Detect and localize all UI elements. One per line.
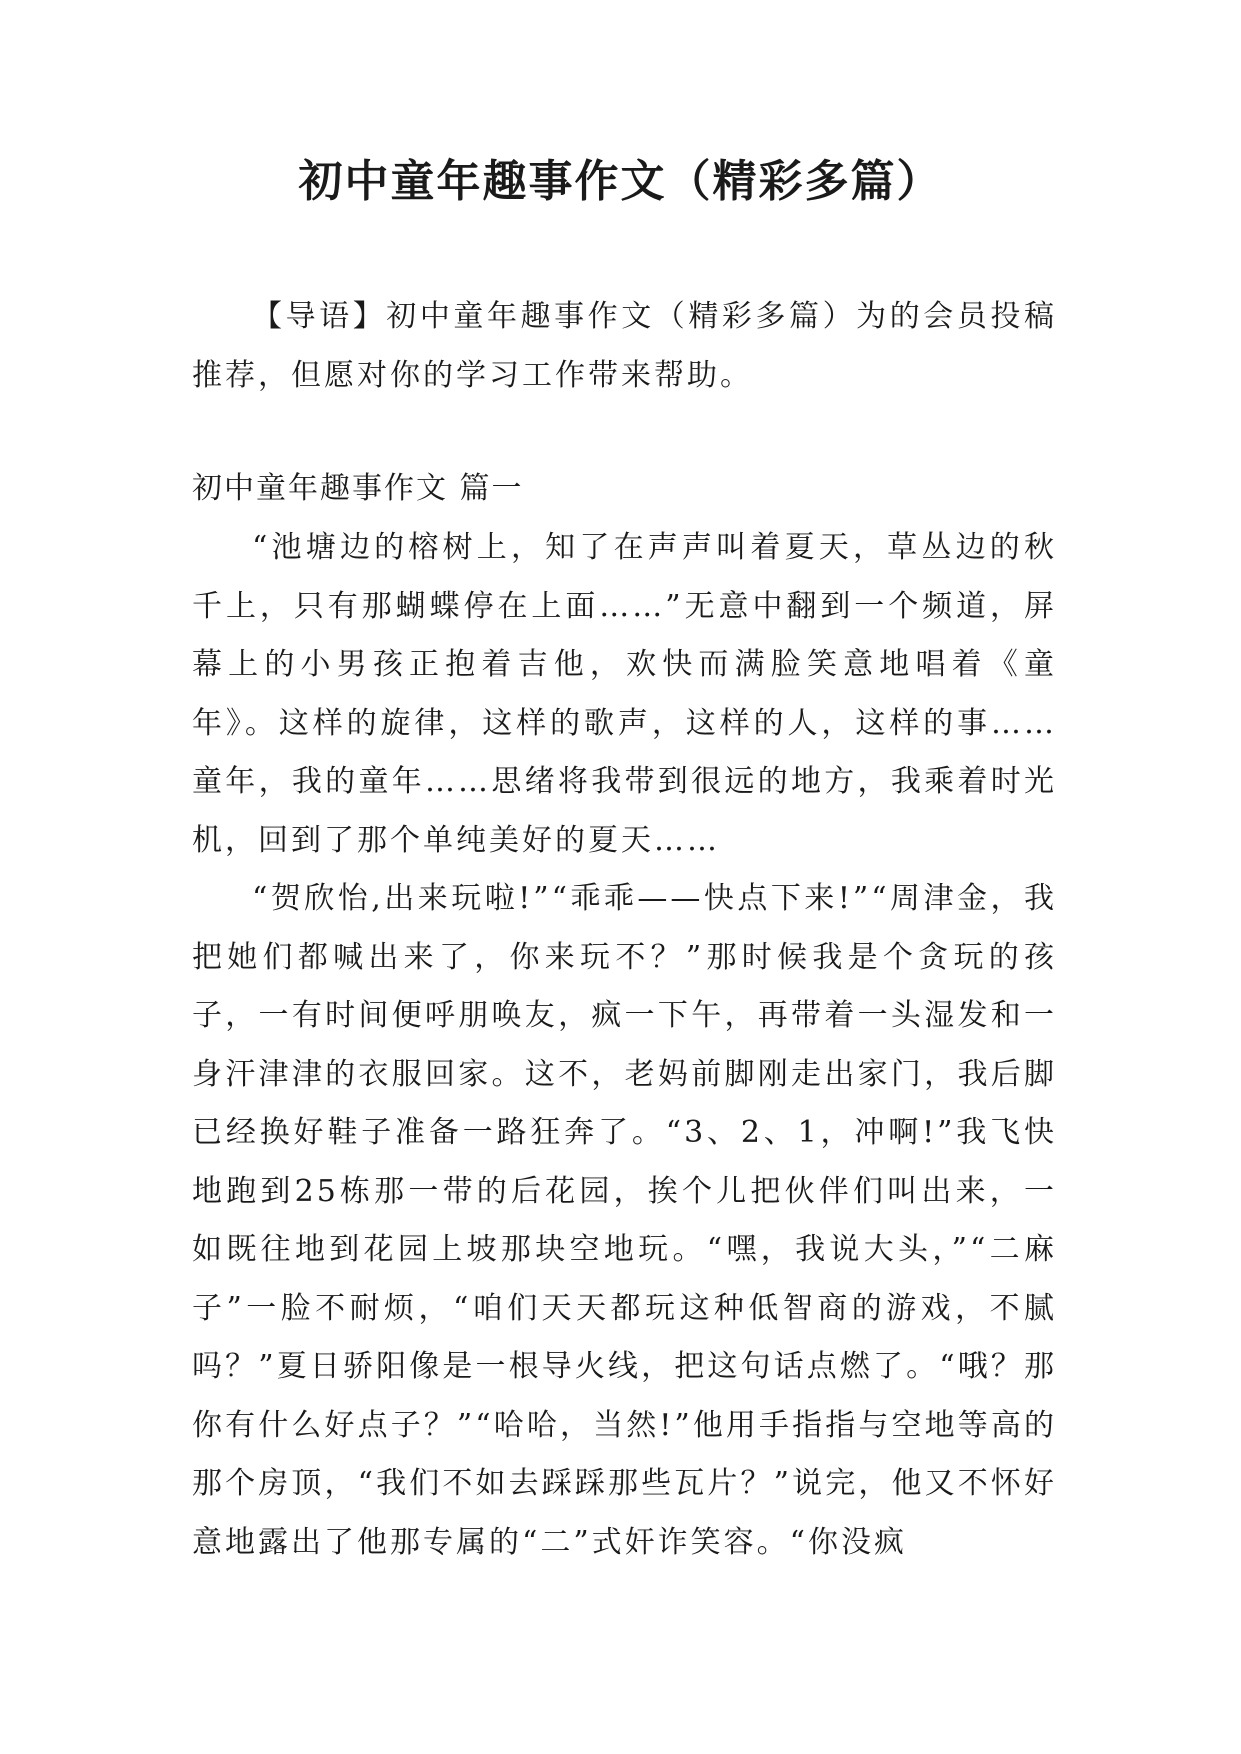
intro-text: 【导语】初中童年趣事作文（精彩多篇）为的会员投稿推荐，但愿对你的学习工作带来帮助。 [192, 299, 1057, 393]
document-title: 初中童年趣事作文（精彩多篇） [298, 156, 943, 207]
section-heading: 初中童年趣事作文 篇一 [192, 471, 524, 506]
intro-paragraph [192, 288, 1057, 405]
essay-paragraph: “池塘边的榕树上，知了在声声叫着夏天，草丛边的秋千上，只有那蝴蝶停在上面……”无意中翻到一个频道，屏幕上的小男孩正抱着吉他，欢快而满脸笑意地唱着《童年》。这样的旋律，这样的歌声，这样的人，这样的事……童年，我的童年……思绪将我带到很远的地方，我乘着时光机，回到了那个单纯美好的夏天…… [192, 530, 1057, 858]
essay-body [192, 519, 1057, 1572]
essay-paragraph: “贺欣怡,出来玩啦!”“乖乖——快点下来!”“周津金，我把她们都喊出来了，你来玩不？”那时候我是个贪玩的孩子，一有时间便呼朋唤友，疯一下午，再带着一头湿发和一身汗津津的衣服回家。这不，老妈前脚刚走出家门，我后脚已经换好鞋子准备一路狂奔了。“3、2、1，冲啊!”我飞快地跑到25栋那一带的后花园，挨个儿把伙伴们叫出来，一如既往地到花园上坡那块空地玩。“嘿，我说大头，”“二麻子”一脸不耐烦，“咱们天天都玩这种低智商的游戏，不腻吗？”夏日骄阳像是一根导火线，把这句话点燃了。“哦？那你有什么好点子？”“哈哈，当然!”他用手指指与空地等高的那个房顶，“我们不如去踩踩那些瓦片？”说完，他又不怀好意地露出了他那专属的“二”式奸诈笑容。“你没疯 [192, 881, 1057, 1560]
